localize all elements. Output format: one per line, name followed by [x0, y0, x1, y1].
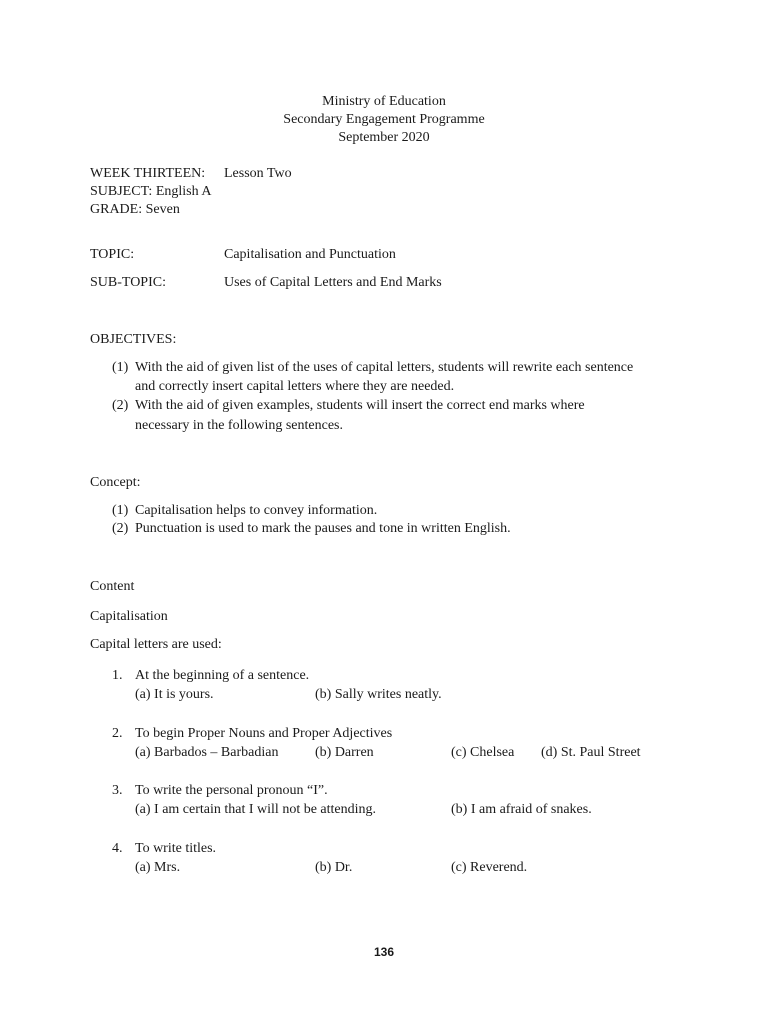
concept-heading: Concept: [90, 475, 141, 490]
rule-example: (c) Chelsea [451, 745, 515, 760]
rule-number: 4. [112, 841, 123, 856]
objective-text: With the aid of given examples, students will insert the correct end marks where [135, 398, 585, 413]
concept-text: Capitalisation helps to convey information. [135, 503, 378, 518]
rule-text: To begin Proper Nouns and Proper Adjectives [135, 726, 393, 741]
capital-intro: Capital letters are used: [90, 637, 222, 652]
rule-example: (d) St. Paul Street [541, 745, 641, 760]
objective-text: necessary in the following sentences. [135, 418, 343, 433]
objectives-heading: OBJECTIVES: [90, 332, 177, 347]
rule-number: 1. [112, 668, 123, 683]
objective-number: (1) [112, 360, 129, 375]
content-heading: Content [90, 579, 135, 594]
page-number: 136 [373, 945, 395, 959]
topic-label: TOPIC: [90, 247, 135, 262]
rule-example: (a) It is yours. [135, 687, 214, 702]
rule-example: (b) Dr. [315, 860, 353, 875]
rule-example: (c) Reverend. [451, 860, 528, 875]
rule-example: (b) Darren [315, 745, 374, 760]
rule-example: (a) I am certain that I will not be attending. [135, 802, 377, 817]
subtopic-label: SUB-TOPIC: [90, 275, 166, 290]
rule-number: 3. [112, 783, 123, 798]
rule-text: At the beginning of a sentence. [135, 668, 310, 683]
subtopic-value: Uses of Capital Letters and End Marks [224, 275, 442, 290]
rule-example: (a) Mrs. [135, 860, 181, 875]
concept-number: (1) [112, 503, 129, 518]
week-value: Lesson Two [224, 166, 292, 181]
programme-title: Secondary Engagement Programme [283, 112, 485, 127]
ministry-title: Ministry of Education [322, 94, 446, 109]
objective-number: (2) [112, 398, 129, 413]
concept-text: Punctuation is used to mark the pauses and tone in written English. [135, 521, 511, 536]
rule-number: 2. [112, 726, 123, 741]
rule-text: To write the personal pronoun “I”. [135, 783, 328, 798]
subject-line: SUBJECT: English A [90, 184, 212, 199]
rule-example: (a) Barbados – Barbadian [135, 745, 279, 760]
objective-text: and correctly insert capital letters where they are needed. [135, 379, 455, 394]
capitalisation-heading: Capitalisation [90, 609, 168, 624]
date-title: September 2020 [338, 130, 430, 145]
week-label: WEEK THIRTEEN: [90, 166, 206, 181]
topic-value: Capitalisation and Punctuation [224, 247, 396, 262]
grade-line: GRADE: Seven [90, 202, 180, 217]
rule-example: (b) I am afraid of snakes. [451, 802, 592, 817]
concept-number: (2) [112, 521, 129, 536]
rule-text: To write titles. [135, 841, 217, 856]
rule-example: (b) Sally writes neatly. [315, 687, 442, 702]
objective-text: With the aid of given list of the uses of capital letters, students will rewrite each sentence [135, 360, 634, 375]
